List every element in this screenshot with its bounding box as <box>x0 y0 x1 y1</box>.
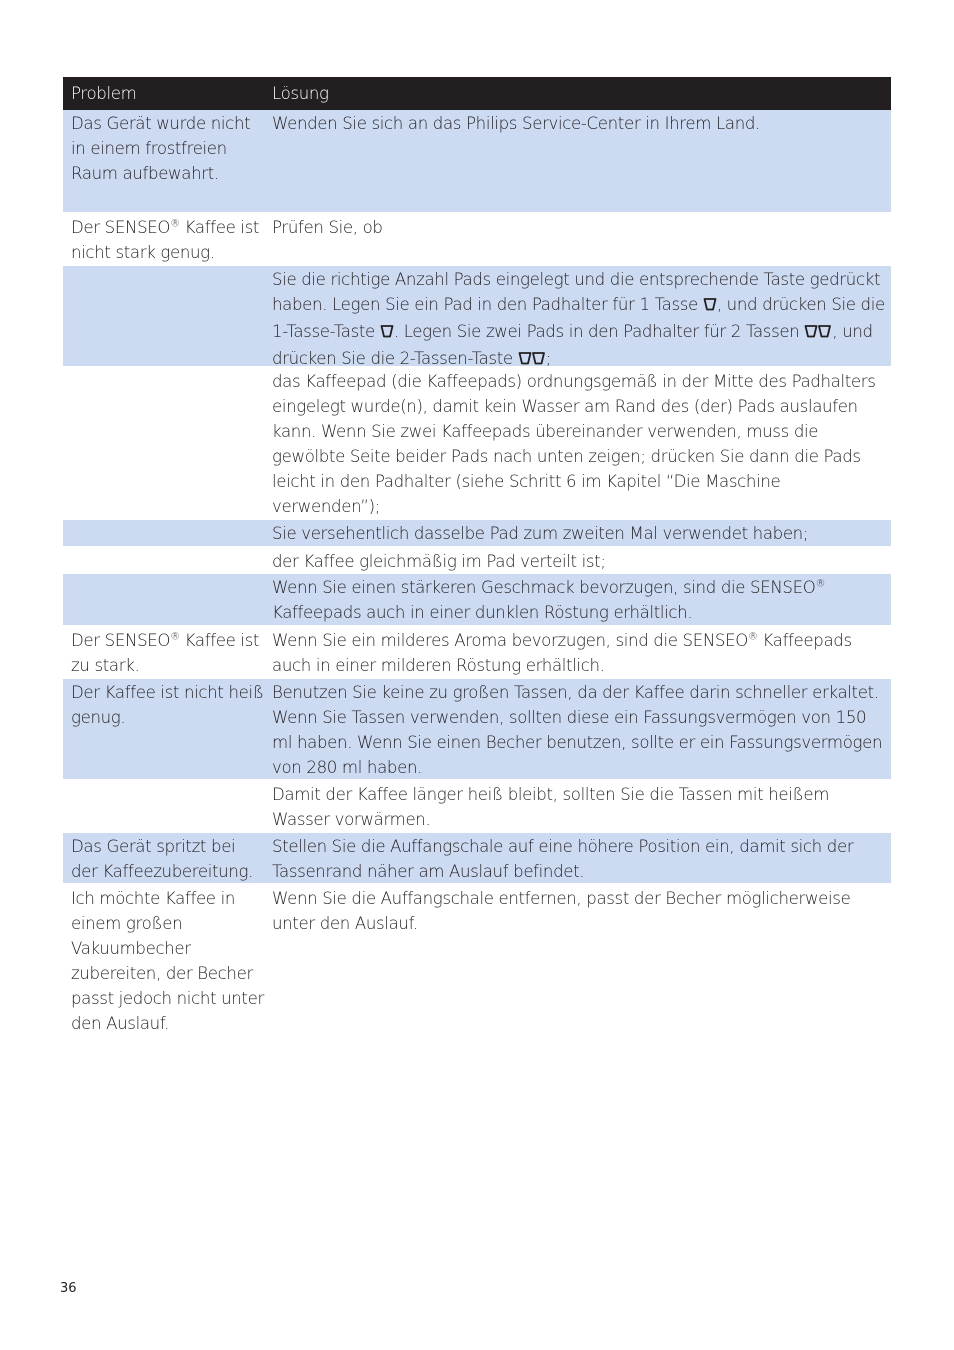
table-row <box>63 885 891 1037</box>
one-cup-icon <box>380 321 394 346</box>
solution-cell: das Kaffeepad (die Kaffeepads) ordnungsgemäß in der Mitte des Padhalters eingelegt wurde(n), damit kein Wasser am Rand des (der) Pads auslaufen kann. Wenn Sie zwei Kaffeepads übereinander verwenden, muss die gewölbte Seite beider Pads nach unten zeigen; drücken Sie dann die Pads leicht in den Padhalter (siehe Schritt 6 im Kapitel “Die Maschine verwenden”); <box>272 372 876 516</box>
table-row <box>63 627 891 679</box>
solution-text: Kaffeepads auch in einer dunklen Röstung erhältlich. <box>272 603 693 622</box>
problem-text: Kaffee ist zu stark. <box>71 631 260 675</box>
problem-cell <box>63 781 264 831</box>
problem-text: Der SENSEO <box>71 631 171 650</box>
table-header <box>63 77 891 110</box>
problem-cell <box>63 214 264 264</box>
registered-mark: ® <box>815 578 826 590</box>
problem-cell <box>63 627 264 677</box>
solution-text: , und drücken Sie die 2-Tassen-Taste <box>272 322 873 368</box>
solution-cell <box>264 266 891 366</box>
header-problem: Problem <box>71 84 137 103</box>
registered-mark: ® <box>747 631 758 643</box>
solution-text: Wenn Sie einen stärkeren Geschmack bevorzugen, sind die SENSEO <box>272 578 816 597</box>
table-row <box>63 574 891 627</box>
registered-mark: ® <box>170 218 180 230</box>
header-solution: Lösung <box>272 84 329 103</box>
solution-cell <box>264 627 891 677</box>
table-row <box>63 781 891 833</box>
problem-cell <box>63 548 264 572</box>
solution-cell: Prüfen Sie, ob <box>272 218 383 237</box>
solution-cell: Benutzen Sie keine zu großen Tassen, da der Kaffee darin schneller erkaltet. Wenn Sie Tassen verwenden, sollten diese ein Fassungsvermögen von 150 ml haben. Wenn Sie einen Becher benutzen, sollte er ein Fassungsvermögen von 280 ml haben. <box>272 683 883 777</box>
solution-cell: Damit der Kaffee länger heiß bleibt, sollten Sie die Tassen mit heißem Wasser vorwärmen. <box>272 785 830 829</box>
two-cups-icon <box>804 321 832 346</box>
table-row <box>63 368 891 520</box>
table-row <box>63 679 891 781</box>
solution-text: . Legen Sie zwei Pads in den Padhalter für 2 Tassen <box>393 322 805 341</box>
registered-mark: ® <box>170 631 180 643</box>
solution-cell <box>264 574 891 625</box>
troubleshooting-table <box>63 77 891 1037</box>
solution-text: Wenn Sie ein milderes Aroma bevorzugen, sind die SENSEO <box>272 631 748 650</box>
problem-cell <box>63 368 264 518</box>
solution-cell: Sie versehentlich dasselbe Pad zum zweiten Mal verwendet haben; <box>272 524 809 543</box>
problem-cell: Der Kaffee ist nicht heiß genug. <box>71 683 264 727</box>
problem-cell <box>63 574 264 625</box>
problem-cell: Das Gerät wurde nicht in einem frostfreien Raum aufbewahrt. <box>71 114 251 183</box>
solution-cell: Wenden Sie sich an das Philips Service-Center in Ihrem Land. <box>272 114 760 133</box>
problem-cell <box>63 266 264 366</box>
problem-cell <box>63 520 264 546</box>
solution-cell: Stellen Sie die Auffangschale auf eine höhere Position ein, damit sich der Tassenrand näher am Auslauf befindet. <box>272 837 854 881</box>
solution-text: , und drücken Sie die 1-Tasse-Taste <box>272 295 885 341</box>
page-number: 36 <box>60 1281 77 1296</box>
table-row <box>63 110 891 214</box>
table-row <box>63 266 891 368</box>
solution-cell: Wenn Sie die Auffangschale entfernen, passt der Becher möglicherweise unter den Auslauf. <box>272 889 851 933</box>
solution-text: ; <box>545 349 551 368</box>
one-cup-icon <box>703 294 717 319</box>
solution-cell: der Kaffee gleichmäßig im Pad verteilt ist; <box>272 552 606 571</box>
solution-text: Sie die richtige Anzahl Pads eingelegt und die entsprechende Taste gedrückt haben. Legen Sie ein Pad in den Padhalter für 1 Tasse <box>272 270 881 314</box>
problem-text: Kaffee ist nicht stark genug. <box>71 218 260 262</box>
solution-text: Kaffeepads auch in einer milderen Röstung erhältlich. <box>272 631 852 675</box>
problem-cell: Ich möchte Kaffee in einem großen Vakuumbecher zubereiten, der Becher passt jedoch nicht unter den Auslauf. <box>71 889 264 1033</box>
table-row <box>63 548 891 574</box>
problem-text: Der SENSEO <box>71 218 171 237</box>
table-row <box>63 214 891 266</box>
table-row <box>63 833 891 885</box>
table-row <box>63 520 891 548</box>
problem-cell: Das Gerät spritzt bei der Kaffeezubereitung. <box>71 837 254 881</box>
